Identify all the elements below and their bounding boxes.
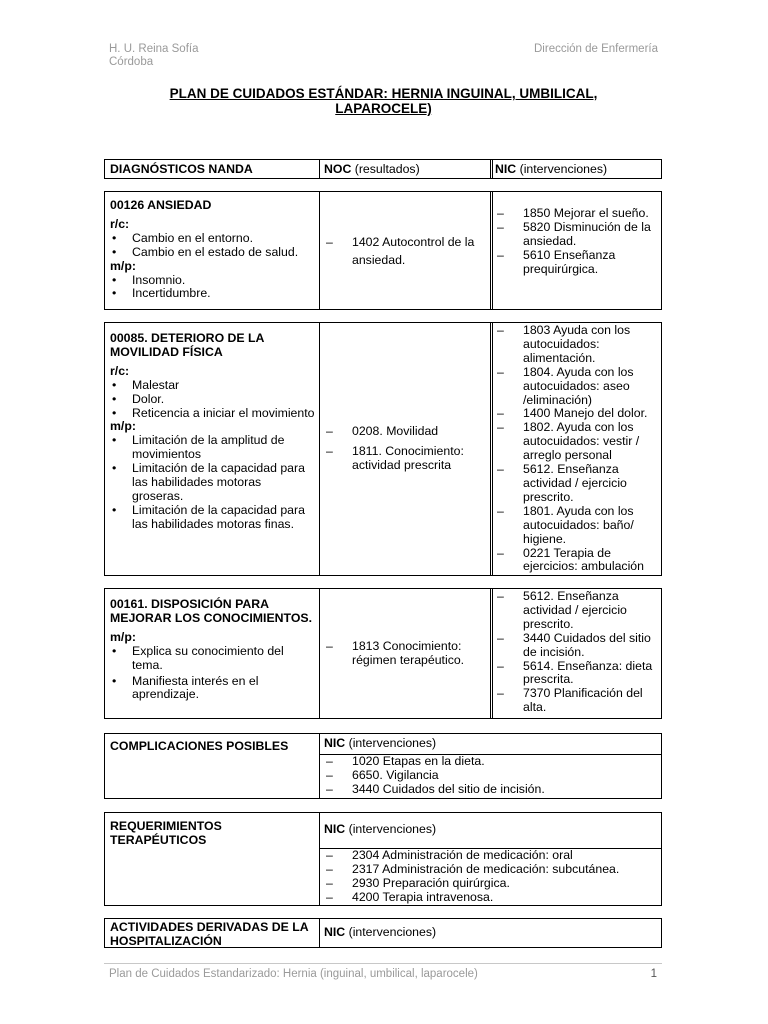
list-item: – 2317 Administración de medicación: subcutánea. xyxy=(324,863,619,877)
mp-label: m/p: xyxy=(110,419,136,434)
list-item: • Dolor. xyxy=(110,393,315,407)
header-department: Dirección de Enfermería xyxy=(534,43,658,55)
activities-label: ACTIVIDADES DERIVADAS DE LA HOSPITALIZACIÓN xyxy=(110,920,309,948)
list-item: – 3440 Cuidados del sitio de incisión. xyxy=(495,632,657,660)
complications-list xyxy=(324,755,545,797)
diagnosis-row-ansiedad xyxy=(104,191,662,310)
rc-label: r/c: xyxy=(110,216,130,231)
footer-text: Plan de Cuidados Estandarizado: Hernia (inguinal, umbilical, laparocele) xyxy=(109,968,478,980)
list-item: – 5610 Enseñanza prequirúrgica. xyxy=(495,249,657,277)
diagnosis-title: 00126 ANSIEDAD xyxy=(110,198,212,212)
page-number: 1 xyxy=(650,968,657,980)
rc-label: r/c: xyxy=(110,363,130,378)
footer-divider xyxy=(104,963,662,964)
list-item: – 5820 Disminución de la ansiedad. xyxy=(495,221,657,249)
list-item: – 1811. Conocimiento: actividad prescrita xyxy=(324,445,487,473)
mp-label: m/p: xyxy=(110,629,136,644)
header-noc: NOC (resultados) xyxy=(319,160,491,178)
hospital-city: Córdoba xyxy=(109,56,154,68)
nanda-cell xyxy=(105,589,319,718)
complications-nic-header: NIC (intervenciones) xyxy=(324,736,437,750)
list-item: • Limitación de la capacidad para las habilidades motoras groseras. xyxy=(110,462,315,504)
nanda-cell xyxy=(105,192,319,309)
list-item: • Explica su conocimiento del tema. xyxy=(110,645,315,673)
noc-cell xyxy=(319,192,491,309)
rc-list xyxy=(110,232,315,260)
diagnosis-title: 00085. DETERIORO DE LA MOVILIDAD FÍSICA xyxy=(110,331,264,359)
diagnosis-title: 00161. DISPOSICIÓN PARA MEJORAR LOS CONOCIMIENTOS. xyxy=(110,597,313,625)
list-item: • Incertidumbre. xyxy=(110,287,315,301)
list-item: – 1802. Ayuda con los autocuidados: vestir / arreglo personal xyxy=(495,421,657,463)
mp-list xyxy=(110,645,315,703)
mp-list xyxy=(110,274,315,302)
complications-nic xyxy=(319,734,661,798)
nic-cell xyxy=(490,589,661,718)
list-item: • Cambio en el estado de salud. xyxy=(110,246,315,260)
list-item: – 5614. Enseñanza: dieta prescrita. xyxy=(495,660,657,688)
list-item: – 3440 Cuidados del sitio de incisión. xyxy=(324,783,545,797)
list-item: – 0208. Movilidad xyxy=(324,425,487,439)
list-item: • Reticencia a iniciar el movimiento xyxy=(110,407,315,421)
requirements-nic-header: NIC (intervenciones) xyxy=(324,822,437,836)
nic-cell xyxy=(490,323,661,575)
list-item: – 1801. Ayuda con los autocuidados: baño/ higiene. xyxy=(495,505,657,547)
list-item: – 5612. Enseñanza actividad / ejercicio prescrito. xyxy=(495,590,657,632)
requirements-list xyxy=(324,849,619,905)
header-nanda: DIAGNÓSTICOS NANDA xyxy=(110,162,253,176)
list-item: • Cambio en el entorno. xyxy=(110,232,315,246)
list-item: – 1803 Ayuda con los autocuidados: alimentación. xyxy=(495,324,657,366)
table-header xyxy=(104,159,662,179)
list-item: – 5612. Enseñanza actividad / ejercicio prescrito. xyxy=(495,463,657,505)
list-item: – 1020 Etapas en la dieta. xyxy=(324,755,545,769)
hospital-name: H. U. Reina Sofía xyxy=(109,43,199,55)
activities-nic-header: NIC (intervenciones) xyxy=(319,919,661,947)
list-item: • Limitación de la capacidad para las habilidades motoras finas. xyxy=(110,504,315,532)
list-item: – 4200 Terapia intravenosa. xyxy=(324,891,619,905)
header-hospital xyxy=(109,43,198,69)
list-item: – 2930 Preparación quirúrgica. xyxy=(324,877,619,891)
noc-cell xyxy=(319,323,491,575)
requirements-nic xyxy=(319,813,661,905)
mp-list xyxy=(110,434,315,531)
requirements-label: REQUERIMIENTOS TERAPÉUTICOS xyxy=(110,819,222,847)
list-item: • Insomnio. xyxy=(110,274,315,288)
mp-label: m/p: xyxy=(110,258,136,273)
complications-table xyxy=(104,733,662,799)
activities-table xyxy=(104,918,662,948)
list-item: – 1850 Mejorar el sueño. xyxy=(495,207,657,221)
list-item: • Malestar xyxy=(110,379,315,393)
list-item: – 7370 Planificación del alta. xyxy=(495,687,657,715)
requirements-table xyxy=(104,812,662,906)
list-item: – 6650. Vigilancia xyxy=(324,769,545,783)
list-item: – 0221 Terapia de ejercicios: ambulación xyxy=(495,547,657,575)
complications-label: COMPLICACIONES POSIBLES xyxy=(110,739,289,753)
list-item: – 1813 Conocimiento: régimen terapéutico. xyxy=(324,640,487,668)
nic-cell xyxy=(490,192,661,309)
nanda-cell xyxy=(105,323,319,575)
list-item: • Limitación de la amplitud de movimientos xyxy=(110,434,315,462)
diagnosis-row-conocimientos xyxy=(104,588,662,719)
list-item: – 1402 Autocontrol de la ansiedad. xyxy=(324,233,487,269)
rc-list xyxy=(110,379,315,421)
noc-cell xyxy=(319,589,491,718)
list-item: • Manifiesta interés en el aprendizaje. xyxy=(110,675,315,703)
list-item: – 1804. Ayuda con los autocuidados: aseo /eliminación) xyxy=(495,366,657,408)
list-item: – 1400 Manejo del dolor. xyxy=(495,407,657,421)
header-nic: NIC (intervenciones) xyxy=(490,160,661,178)
diagnosis-row-movilidad xyxy=(104,322,662,576)
list-item: – 2304 Administración de medicación: oral xyxy=(324,849,619,863)
page-title: PLAN DE CUIDADOS ESTÁNDAR: HERNIA INGUINAL, UMBILICAL, LAPAROCELE) xyxy=(169,86,598,116)
